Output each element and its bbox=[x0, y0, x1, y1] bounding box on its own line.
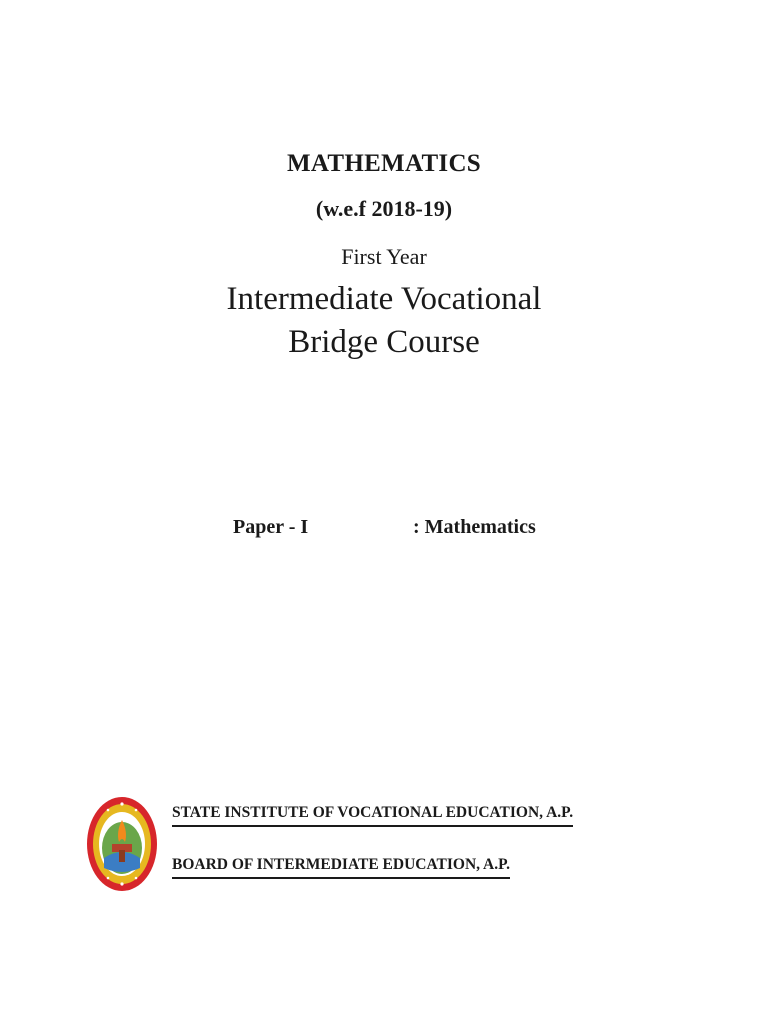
board-name: BOARD OF INTERMEDIATE EDUCATION, A.P. bbox=[172, 856, 510, 879]
board-seal-icon bbox=[86, 796, 158, 892]
wef-year: (w.e.f 2018-19) bbox=[315, 196, 453, 221]
paper-value: : Mathematics bbox=[413, 516, 536, 538]
course-year: First Year bbox=[341, 244, 427, 269]
paper-label: Paper - I bbox=[233, 516, 309, 538]
subject-title: MATHEMATICS bbox=[286, 150, 482, 177]
course-title-line-2: Bridge Course bbox=[288, 324, 480, 360]
course-title bbox=[0, 278, 768, 364]
institute-name: STATE INSTITUTE OF VOCATIONAL EDUCATION, A.P. bbox=[172, 804, 573, 827]
course-title-line-1: Intermediate Vocational bbox=[226, 281, 542, 317]
